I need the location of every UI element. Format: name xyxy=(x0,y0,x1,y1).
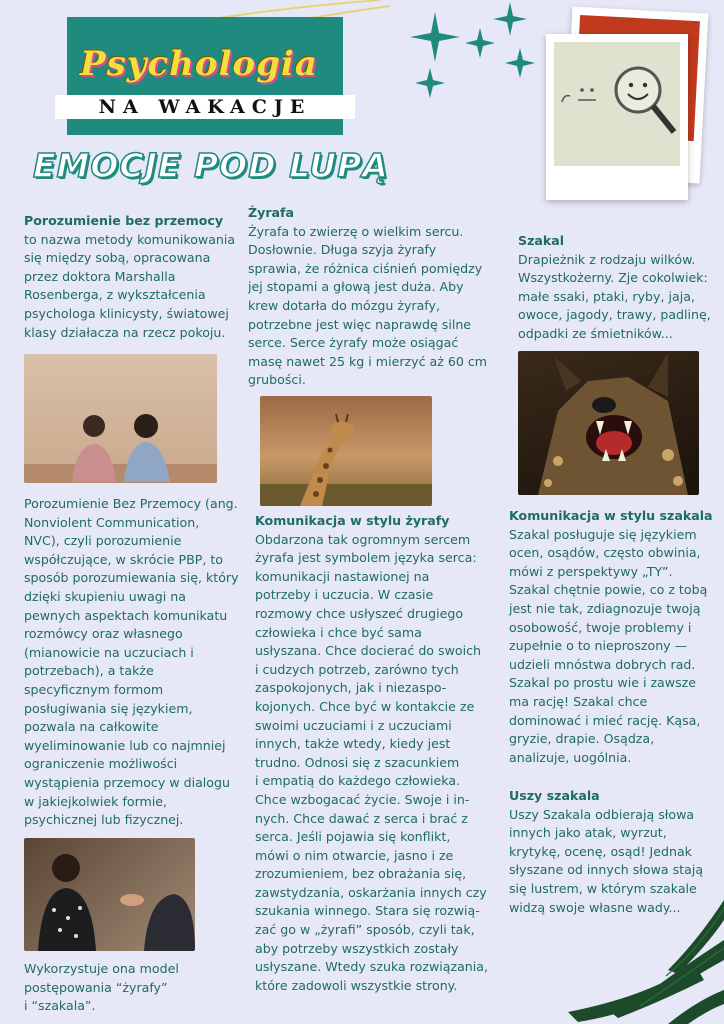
footer-line: i “szakala”. xyxy=(24,998,96,1014)
ears-line: Uszy Szakala odbierają słowa xyxy=(509,806,695,822)
two-people-talking-illustration xyxy=(24,838,195,951)
body-line: Porozumienie Bez Przemocy (ang. xyxy=(24,496,238,511)
ears-line: słyszane od innych słowa stają xyxy=(509,862,704,878)
body-line: posługiwania się językiem, xyxy=(24,700,193,716)
jackal-line: owoce, jagody, trawy, padlinę, xyxy=(518,307,711,323)
body-line: ograniczenie możliwości xyxy=(24,756,178,772)
jackal-comm-line: dominować i mieć rację. Kąsa, xyxy=(509,712,701,728)
comm-line: mówi o nim otwarcie, jasno i ze xyxy=(255,847,454,863)
comm-line: szukania winnego. Stara się rozwią- xyxy=(255,903,480,919)
giraffe-heading: Żyrafa xyxy=(248,205,295,220)
comm-line: swoimi uczuciami i z uczuciami xyxy=(255,717,452,733)
jackal-comm-line: ocen, osądów, często obwinia, xyxy=(509,545,701,561)
jackal-line: Drapieżnik z rodzaju wilków. xyxy=(518,251,696,267)
comm-line: trudno. Odnosi się z szacunkiem xyxy=(255,754,460,770)
giraffe-illustration xyxy=(260,396,432,506)
jackal-line: Wszystkożerny. Zje cokolwiek: xyxy=(518,270,708,286)
body-line: (mianowicie na uczuciach i xyxy=(24,644,194,660)
snarling-jackal-illustration xyxy=(518,351,699,495)
jackal-comm-line: ma rację! Szakal chce xyxy=(509,693,648,709)
comm-line: komunikacji nastawionej na xyxy=(255,568,430,584)
column-3-ears xyxy=(509,787,721,917)
footer-line: postępowania “żyrafy” xyxy=(24,979,168,995)
column-2-communication xyxy=(255,512,495,995)
palm-leaves-decoration xyxy=(548,900,724,1024)
polaroid-front xyxy=(546,34,688,200)
column-2-giraffe xyxy=(248,204,493,390)
comm-line: żyrafa jest symbolem języka serca: xyxy=(255,550,477,566)
comm-line: nych. Chce dawać z serca i brać z xyxy=(255,810,468,826)
sparkle-icons xyxy=(380,0,560,110)
column-1-footer xyxy=(24,960,224,1016)
body-line: psychicznej lub fizycznej. xyxy=(24,812,184,828)
giraffe-line: serce. Serce żyrafy może osiągać xyxy=(248,335,459,351)
smiley-magnifier-icon xyxy=(554,42,680,166)
body-line: pozwala na całkowite xyxy=(24,719,159,735)
jackal-comm-line: zupełnie o to nieproszony — xyxy=(509,638,688,654)
jackal-comm-heading: Komunikacja w stylu szakala xyxy=(509,508,713,523)
column-1-intro xyxy=(24,212,239,342)
comm-line: zaspokojonych, jak i niezaspo- xyxy=(255,680,447,696)
jackal-comm-line: mówi z perspektywy „TY”. xyxy=(509,563,673,579)
comm-line: Chce wzbogacać życie. Swoje i in- xyxy=(255,791,470,807)
jackal-photo xyxy=(518,351,699,495)
ears-line: krytykę, ocenę, osąd! Jednak xyxy=(509,843,692,859)
comm-line: usłyszane. Wtedy szuka rozwiązania, xyxy=(255,959,488,975)
intro-line: przez doktora Marshalla xyxy=(24,268,176,284)
women-photo xyxy=(24,354,217,483)
comm-line: potrzeby i uczucia. W czasie xyxy=(255,587,434,603)
jackal-line: małe ssaki, ptaki, ryby, jaja, xyxy=(518,288,695,304)
body-line: dzięki skupieniu uwagi na xyxy=(24,588,186,604)
jackal-comm-line: Szakal po prostu wie i zawsze xyxy=(509,675,696,691)
jackal-heading: Szakal xyxy=(518,233,565,248)
two-women-illustration xyxy=(24,354,217,483)
comm-line: serca. Jeśli pojawia się konflikt, xyxy=(255,829,451,845)
intro-line: się między sobą, opracowana xyxy=(24,250,211,266)
giraffe-line: grubości. xyxy=(248,372,306,388)
body-line: wyeliminowanie lub co najmniej xyxy=(24,737,226,753)
body-line: sposób porozumiewania się, który xyxy=(24,570,239,586)
body-line: potrzebach), a także xyxy=(24,663,154,679)
jackal-comm-line: analizuje, uogólnia. xyxy=(509,749,632,765)
ears-line: się lustrem, w którym szakale xyxy=(509,880,697,896)
column-3-jackal xyxy=(518,232,718,344)
comm-line: kojonych. Chce być w kontakcie ze xyxy=(255,698,475,714)
magnifier-smiley-photo xyxy=(554,42,680,166)
ears-line: widzą swoje własne wady... xyxy=(509,899,681,915)
intro-line: klasy działacza na rzecz pokoju. xyxy=(24,324,226,340)
comm-line: rozmowy chce usłyszeć drugiego xyxy=(255,605,464,621)
giraffe-line: krew dotarła do mózgu żyrafy, xyxy=(248,297,440,313)
jackal-comm-line: Szakal chętnie powie, co z tobą xyxy=(509,582,708,598)
giraffe-line: jej stopami a głową jest duża. Aby xyxy=(248,279,464,295)
jackal-comm-line: Szakal posługuje się językiem xyxy=(509,526,697,542)
giraffe-line: Dosłownie. Długa szyja żyrafy xyxy=(248,242,437,258)
giraffe-photo xyxy=(260,396,432,506)
title-script: Psychologia xyxy=(80,44,318,84)
jackal-comm-line: osobowość, twoje problemy i xyxy=(509,619,692,635)
jackal-comm-line: udzieli mnóstwa dobrych rad. xyxy=(509,656,696,672)
giraffe-line: masę nawet 25 kg i mierzyć aż 60 cm xyxy=(248,353,488,369)
comm-line: Obdarzona tak ogromnym sercem xyxy=(255,531,471,547)
body-line: NVC), czyli porozumienie xyxy=(24,533,182,549)
body-line: w jakiejkolwiek formie, xyxy=(24,793,168,809)
ears-heading: Uszy szakala xyxy=(509,788,600,803)
body-line: specyficznym formom xyxy=(24,681,164,697)
comm-line: zać go w „żyrafi” sposób, czyli tak, xyxy=(255,922,475,938)
title-subtitle: NA WAKACJE xyxy=(55,95,355,119)
body-line: wystąpienia przemocy w dialogu xyxy=(24,774,230,790)
intro-line: psychologa klinicysty, światowej xyxy=(24,305,229,321)
comm-line: człowieka i chce być sama xyxy=(255,624,422,640)
comm-line: które zadowoli wszystkie strony. xyxy=(255,977,458,993)
comm-line: i cudzych potrzeb, zarówno tych xyxy=(255,661,459,677)
comm-line: zawstydzania, oskarżania innych czy xyxy=(255,884,487,900)
comm-line: zrozumieniem, bez obrażania się, xyxy=(255,866,467,882)
page-headline: EMOCJE POD LUPĄ xyxy=(33,146,389,185)
footer-line: Wykorzystuje ona model xyxy=(24,961,179,976)
jackal-comm-line: jest nie tak, zdiagnozuje twoją xyxy=(509,600,701,616)
nvc-heading: Porozumienie bez przemocy xyxy=(24,213,224,228)
body-line: współczujące, w skrócie PBP, to xyxy=(24,551,223,567)
body-line: Nonviolent Communication, xyxy=(24,514,200,530)
column-3-communication xyxy=(509,507,721,767)
giraffe-line: potrzebne jest więc naprawdę silne xyxy=(248,316,472,332)
comm-line: i empatią do każdego człowieka. xyxy=(255,773,461,789)
intro-line: Rosenberga, z wykształcenia xyxy=(24,287,206,303)
intro-line: to nazwa metody komunikowania xyxy=(24,231,236,247)
conversation-photo xyxy=(24,838,195,951)
body-line: rozmówcy oraz własnego xyxy=(24,626,183,642)
giraffe-line: Żyrafa to zwierzę o wielkim sercu. xyxy=(248,223,464,239)
giraffe-line: sprawia, że różnica ciśnień pomiędzy xyxy=(248,260,483,276)
jackal-comm-line: gryzie, drapie. Osądza, xyxy=(509,731,655,747)
comm-line: innych, także wtedy, kiedy jest xyxy=(255,736,451,752)
column-1-body xyxy=(24,495,244,830)
giraffe-comm-heading: Komunikacja w stylu żyrafy xyxy=(255,513,450,528)
jackal-line: odpadki ze śmietników... xyxy=(518,325,673,341)
ears-line: innych jako atak, wyrzut, xyxy=(509,825,667,841)
comm-line: aby potrzeby wszystkich zostały xyxy=(255,940,459,956)
body-line: pewnych aspektach komunikatu xyxy=(24,607,228,623)
comm-line: usłyszana. Chce docierać do swoich xyxy=(255,643,481,659)
